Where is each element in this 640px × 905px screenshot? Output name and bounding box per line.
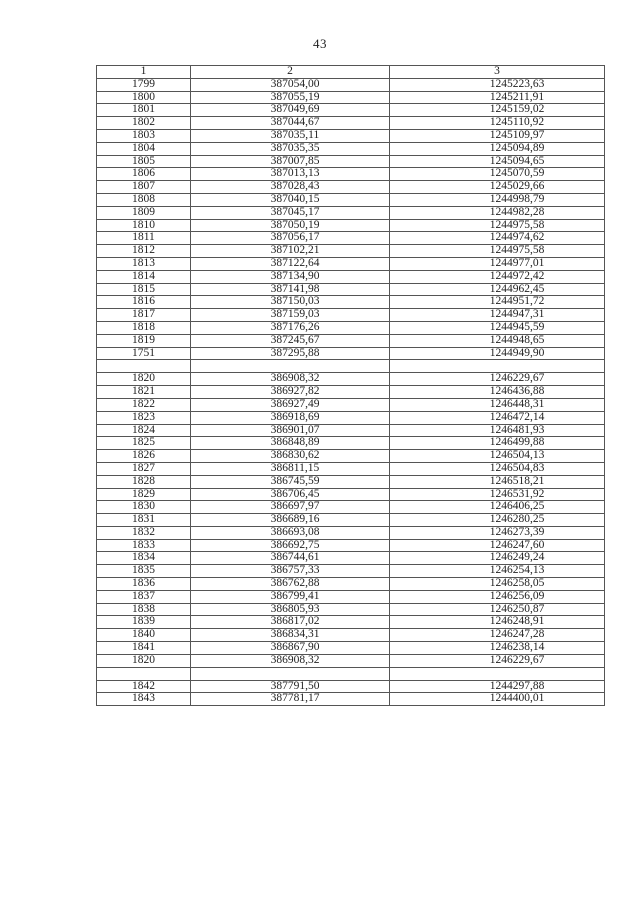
- x-coordinate-cell: 386918,69: [191, 411, 390, 424]
- x-coordinate-cell: 386927,49: [191, 398, 390, 411]
- y-coordinate-cell: 1244945,59: [390, 321, 605, 334]
- y-coordinate-cell: 1246504,83: [390, 462, 605, 475]
- x-coordinate-cell: 387055,19: [191, 91, 390, 104]
- x-coordinate-cell: 386805,93: [191, 603, 390, 616]
- table-row: [97, 565, 605, 578]
- table-row: [97, 603, 605, 616]
- x-coordinate-cell: 386834,31: [191, 629, 390, 642]
- table-row: [97, 142, 605, 155]
- y-coordinate-cell: 1244975,58: [390, 245, 605, 258]
- x-coordinate-cell: 387295,88: [191, 347, 390, 360]
- point-number-cell: 1839: [97, 616, 191, 629]
- y-coordinate-cell: 1246273,39: [390, 526, 605, 539]
- page-number: 43: [313, 36, 327, 51]
- group-separator-row: [97, 667, 605, 680]
- x-coordinate-cell: 387791,50: [191, 680, 390, 693]
- y-coordinate-cell: 1246229,67: [390, 373, 605, 386]
- x-coordinate-cell: 386830,62: [191, 450, 390, 463]
- x-coordinate-cell: 386811,15: [191, 462, 390, 475]
- point-number-cell: 1830: [97, 501, 191, 514]
- point-number-cell: 1800: [97, 91, 191, 104]
- point-number-cell: 1823: [97, 411, 191, 424]
- y-coordinate-cell: 1244297,88: [390, 680, 605, 693]
- table-row: [97, 168, 605, 181]
- y-coordinate-cell: 1244400,01: [390, 693, 605, 706]
- table-row: [97, 578, 605, 591]
- y-coordinate-cell: 1245094,89: [390, 142, 605, 155]
- point-number-cell: 1806: [97, 168, 191, 181]
- x-coordinate-cell: 386867,90: [191, 642, 390, 655]
- table-row: [97, 181, 605, 194]
- y-coordinate-cell: 1244998,79: [390, 193, 605, 206]
- table-row: [97, 373, 605, 386]
- table-row: [97, 155, 605, 168]
- y-coordinate-cell: 1246247,28: [390, 629, 605, 642]
- x-coordinate-cell: 386693,08: [191, 526, 390, 539]
- table-row: [97, 309, 605, 322]
- table-row: [97, 552, 605, 565]
- table-row: [97, 104, 605, 117]
- point-number-cell: 1840: [97, 629, 191, 642]
- empty-cell: [390, 360, 605, 373]
- table-row: [97, 450, 605, 463]
- x-coordinate-cell: 387045,17: [191, 206, 390, 219]
- table-row: [97, 616, 605, 629]
- coordinates-table-container: [96, 65, 604, 706]
- table-row: [97, 296, 605, 309]
- y-coordinate-cell: 1244972,42: [390, 270, 605, 283]
- point-number-cell: 1751: [97, 347, 191, 360]
- point-number-cell: 1816: [97, 296, 191, 309]
- x-coordinate-cell: 386689,16: [191, 514, 390, 527]
- x-coordinate-cell: 387050,19: [191, 219, 390, 232]
- point-number-cell: 1817: [97, 309, 191, 322]
- table-row: [97, 334, 605, 347]
- x-coordinate-cell: 386908,32: [191, 654, 390, 667]
- x-coordinate-cell: 387035,35: [191, 142, 390, 155]
- x-coordinate-cell: 387040,15: [191, 193, 390, 206]
- point-number-cell: 1829: [97, 488, 191, 501]
- x-coordinate-cell: 386757,33: [191, 565, 390, 578]
- y-coordinate-cell: 1246229,67: [390, 654, 605, 667]
- table-row: [97, 654, 605, 667]
- y-coordinate-cell: 1246258,05: [390, 578, 605, 591]
- point-number-cell: 1831: [97, 514, 191, 527]
- point-number-cell: 1820: [97, 654, 191, 667]
- y-coordinate-cell: 1244982,28: [390, 206, 605, 219]
- empty-cell: [191, 360, 390, 373]
- table-row: [97, 475, 605, 488]
- x-coordinate-cell: 387049,69: [191, 104, 390, 117]
- point-number-cell: 1804: [97, 142, 191, 155]
- x-coordinate-cell: 387150,03: [191, 296, 390, 309]
- y-coordinate-cell: 1244947,31: [390, 309, 605, 322]
- y-coordinate-cell: 1245029,66: [390, 181, 605, 194]
- table-row: [97, 78, 605, 91]
- x-coordinate-cell: 387102,21: [191, 245, 390, 258]
- point-number-cell: 1835: [97, 565, 191, 578]
- point-number-cell: 1837: [97, 590, 191, 603]
- point-number-cell: 1807: [97, 181, 191, 194]
- empty-cell: [97, 667, 191, 680]
- empty-cell: [97, 360, 191, 373]
- table-row: [97, 629, 605, 642]
- x-coordinate-cell: 386706,45: [191, 488, 390, 501]
- y-coordinate-cell: 1246436,88: [390, 386, 605, 399]
- point-number-cell: 1842: [97, 680, 191, 693]
- table-row: [97, 347, 605, 360]
- empty-cell: [191, 667, 390, 680]
- y-coordinate-cell: 1246247,60: [390, 539, 605, 552]
- point-number-cell: 1841: [97, 642, 191, 655]
- table-row: [97, 642, 605, 655]
- x-coordinate-cell: 387054,00: [191, 78, 390, 91]
- y-coordinate-cell: 1246406,25: [390, 501, 605, 514]
- empty-cell: [390, 667, 605, 680]
- x-coordinate-cell: 386692,75: [191, 539, 390, 552]
- point-number-cell: 1809: [97, 206, 191, 219]
- point-number-cell: 1825: [97, 437, 191, 450]
- y-coordinate-cell: 1244974,62: [390, 232, 605, 245]
- x-coordinate-cell: 387013,13: [191, 168, 390, 181]
- y-coordinate-cell: 1244951,72: [390, 296, 605, 309]
- point-number-cell: 1836: [97, 578, 191, 591]
- point-number-cell: 1833: [97, 539, 191, 552]
- table-row: [97, 321, 605, 334]
- y-coordinate-cell: 1245109,97: [390, 129, 605, 142]
- table-row: [97, 411, 605, 424]
- y-coordinate-cell: 1246248,91: [390, 616, 605, 629]
- point-number-cell: 1832: [97, 526, 191, 539]
- y-coordinate-cell: 1244977,01: [390, 257, 605, 270]
- point-number-cell: 1814: [97, 270, 191, 283]
- x-coordinate-cell: 386908,32: [191, 373, 390, 386]
- x-coordinate-cell: 386799,41: [191, 590, 390, 603]
- x-coordinate-cell: 386745,59: [191, 475, 390, 488]
- point-number-cell: 1802: [97, 117, 191, 130]
- y-coordinate-cell: 1246238,14: [390, 642, 605, 655]
- y-coordinate-cell: 1245159,02: [390, 104, 605, 117]
- table-row: [97, 91, 605, 104]
- point-number-cell: 1838: [97, 603, 191, 616]
- x-coordinate-cell: 386927,82: [191, 386, 390, 399]
- table-row: [97, 501, 605, 514]
- point-number-cell: 1811: [97, 232, 191, 245]
- x-coordinate-cell: 387044,67: [191, 117, 390, 130]
- y-coordinate-cell: 1245211,91: [390, 91, 605, 104]
- y-coordinate-cell: 1246481,93: [390, 424, 605, 437]
- table-body: [97, 78, 605, 705]
- table-header-row: [97, 66, 605, 79]
- point-number-cell: 1821: [97, 386, 191, 399]
- x-coordinate-cell: 386901,07: [191, 424, 390, 437]
- y-coordinate-cell: 1244949,90: [390, 347, 605, 360]
- x-coordinate-cell: 387134,90: [191, 270, 390, 283]
- point-number-cell: 1820: [97, 373, 191, 386]
- table-row: [97, 488, 605, 501]
- point-number-cell: 1819: [97, 334, 191, 347]
- table-row: [97, 193, 605, 206]
- x-coordinate-cell: 387007,85: [191, 155, 390, 168]
- column-header-x: 2: [191, 66, 390, 79]
- x-coordinate-cell: 386744,61: [191, 552, 390, 565]
- table-row: [97, 245, 605, 258]
- x-coordinate-cell: 387028,43: [191, 181, 390, 194]
- y-coordinate-cell: 1246249,24: [390, 552, 605, 565]
- x-coordinate-cell: 387035,11: [191, 129, 390, 142]
- y-coordinate-cell: 1245223,63: [390, 78, 605, 91]
- point-number-cell: 1834: [97, 552, 191, 565]
- table-row: [97, 539, 605, 552]
- point-number-cell: 1801: [97, 104, 191, 117]
- x-coordinate-cell: 387245,67: [191, 334, 390, 347]
- x-coordinate-cell: 386697,97: [191, 501, 390, 514]
- table-row: [97, 424, 605, 437]
- point-number-cell: 1810: [97, 219, 191, 232]
- y-coordinate-cell: 1244962,45: [390, 283, 605, 296]
- x-coordinate-cell: 387141,98: [191, 283, 390, 296]
- x-coordinate-cell: 386762,88: [191, 578, 390, 591]
- point-number-cell: 1808: [97, 193, 191, 206]
- y-coordinate-cell: 1246280,25: [390, 514, 605, 527]
- point-number-cell: 1803: [97, 129, 191, 142]
- table-row: [97, 590, 605, 603]
- y-coordinate-cell: 1246256,09: [390, 590, 605, 603]
- table-row: [97, 206, 605, 219]
- y-coordinate-cell: 1246254,13: [390, 565, 605, 578]
- column-header-point: 1: [97, 66, 191, 79]
- table-row: [97, 526, 605, 539]
- x-coordinate-cell: 387781,17: [191, 693, 390, 706]
- point-number-cell: 1828: [97, 475, 191, 488]
- table-row: [97, 129, 605, 142]
- point-number-cell: 1843: [97, 693, 191, 706]
- table-row: [97, 270, 605, 283]
- y-coordinate-cell: 1245094,65: [390, 155, 605, 168]
- table-row: [97, 232, 605, 245]
- y-coordinate-cell: 1246472,14: [390, 411, 605, 424]
- y-coordinate-cell: 1246518,21: [390, 475, 605, 488]
- y-coordinate-cell: 1246499,88: [390, 437, 605, 450]
- y-coordinate-cell: 1246448,31: [390, 398, 605, 411]
- table-row: [97, 514, 605, 527]
- point-number-cell: 1815: [97, 283, 191, 296]
- x-coordinate-cell: 387159,03: [191, 309, 390, 322]
- x-coordinate-cell: 387176,26: [191, 321, 390, 334]
- y-coordinate-cell: 1246504,13: [390, 450, 605, 463]
- coordinates-table: [96, 65, 605, 706]
- point-number-cell: 1818: [97, 321, 191, 334]
- table-row: [97, 117, 605, 130]
- point-number-cell: 1805: [97, 155, 191, 168]
- table-row: [97, 462, 605, 475]
- point-number-cell: 1813: [97, 257, 191, 270]
- table-row: [97, 437, 605, 450]
- table-row: [97, 680, 605, 693]
- table-row: [97, 257, 605, 270]
- point-number-cell: 1827: [97, 462, 191, 475]
- y-coordinate-cell: 1245070,59: [390, 168, 605, 181]
- y-coordinate-cell: 1245110,92: [390, 117, 605, 130]
- x-coordinate-cell: 387122,64: [191, 257, 390, 270]
- y-coordinate-cell: 1244975,58: [390, 219, 605, 232]
- table-row: [97, 693, 605, 706]
- x-coordinate-cell: 386817,02: [191, 616, 390, 629]
- y-coordinate-cell: 1246250,87: [390, 603, 605, 616]
- x-coordinate-cell: 386848,89: [191, 437, 390, 450]
- point-number-cell: 1812: [97, 245, 191, 258]
- table-row: [97, 386, 605, 399]
- point-number-cell: 1822: [97, 398, 191, 411]
- group-separator-row: [97, 360, 605, 373]
- table-row: [97, 283, 605, 296]
- point-number-cell: 1824: [97, 424, 191, 437]
- x-coordinate-cell: 387056,17: [191, 232, 390, 245]
- table-row: [97, 398, 605, 411]
- point-number-cell: 1799: [97, 78, 191, 91]
- table-row: [97, 219, 605, 232]
- y-coordinate-cell: 1246531,92: [390, 488, 605, 501]
- y-coordinate-cell: 1244948,65: [390, 334, 605, 347]
- point-number-cell: 1826: [97, 450, 191, 463]
- column-header-y: 3: [390, 66, 605, 79]
